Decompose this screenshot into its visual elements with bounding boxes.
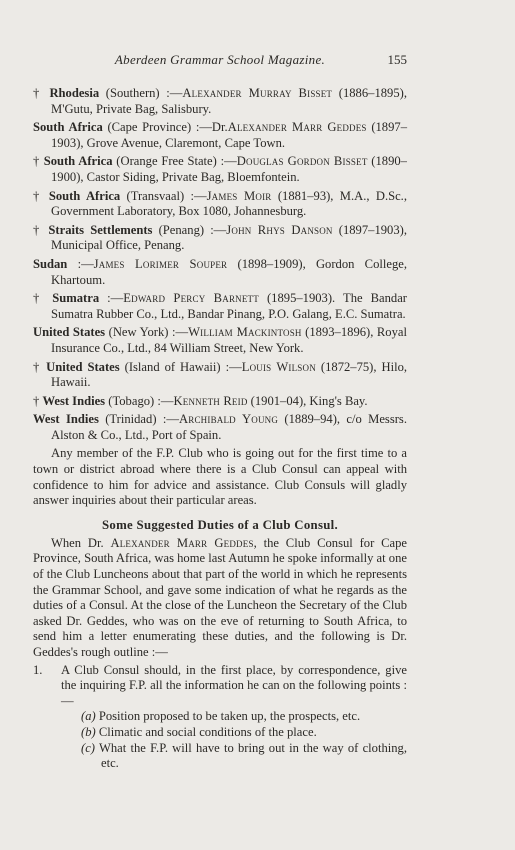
entry-separator: :— xyxy=(77,256,94,271)
entry-name: Archibald Young xyxy=(178,412,279,427)
entry-place: United States xyxy=(46,359,120,374)
dagger-marker: † xyxy=(33,154,40,169)
sub-point xyxy=(81,741,407,772)
section-paragraph xyxy=(33,536,407,661)
entry-name: Edward Percy Barnett xyxy=(123,291,259,306)
entry-separator: :— xyxy=(162,412,179,427)
entry-place: South Africa xyxy=(48,188,121,203)
entry-separator: :— xyxy=(172,325,189,340)
entry-place: United States xyxy=(33,325,106,340)
entry-details: (1898–1909), Gordon College, Khartoum. xyxy=(51,256,407,287)
sub-point-label: (c) xyxy=(81,740,95,755)
entry-details: (1889–94), c/o Messrs. Alston & Co., Ltd., Port of Spain. xyxy=(51,412,407,442)
consul-entry xyxy=(33,189,407,220)
consul-entry xyxy=(33,257,407,288)
item-text: A Club Consul should, in the first place, by correspondence, give the inquiring F.P. all the information he can on the following points :— xyxy=(61,662,407,708)
entry-separator: :— xyxy=(225,359,242,374)
entry-place: Sudan xyxy=(33,256,68,271)
consul-entry xyxy=(33,86,407,117)
consul-entry xyxy=(33,394,407,410)
duties-list xyxy=(33,663,407,772)
entry-separator: :—Dr. xyxy=(195,120,228,135)
entry-details: (1895–1903). The Bandar Sumatra Rubber Co., Ltd., Bandar Pinang, P.O. Galang, E.C. Sumatra. xyxy=(51,291,407,321)
entry-name: Alexander Murray Bisset xyxy=(182,86,333,100)
entry-separator: :— xyxy=(220,154,237,169)
entry-region: (Island of Hawaii) xyxy=(124,359,221,374)
magazine-title: Aberdeen Grammar School Magazine. xyxy=(114,52,326,67)
entry-place: West Indies xyxy=(33,412,99,427)
entry-region: (Transvaal) xyxy=(126,188,185,203)
entry-separator: :— xyxy=(166,86,183,100)
entry-separator: :— xyxy=(107,291,124,306)
entry-region: (Southern) xyxy=(105,86,160,100)
sub-point-text: Position proposed to be taken up, the prospects, etc. xyxy=(98,709,361,724)
consul-entry xyxy=(33,223,407,254)
entry-separator: :— xyxy=(210,222,227,237)
dagger-marker: † xyxy=(33,393,40,408)
consul-entry xyxy=(33,360,407,391)
entry-separator: :— xyxy=(190,188,207,203)
person-name: Alexander Marr Geddes xyxy=(110,535,254,550)
closing-paragraph: Any member of the F.P. Club who is going out for the first time to a town or district abroad where there is a Club Consul can appeal with confidence to him for advice and assistance. Club Consuls will gladly answer inquiries about their particular areas. xyxy=(33,446,407,508)
entry-details: (1897–1903), Municipal Office, Penang. xyxy=(51,222,407,253)
sub-point-text: Climatic and social conditions of the place. xyxy=(98,724,317,739)
entry-place: Sumatra xyxy=(52,291,100,306)
paragraph-lead: When Dr. xyxy=(51,535,104,550)
entry-name: James Moir xyxy=(206,188,272,203)
entry-name: Louis Wilson xyxy=(241,359,316,374)
entry-details: (1872–75), Hilo, Hawaii. xyxy=(51,359,408,390)
item-number: 1. xyxy=(33,662,43,677)
entry-place: South Africa xyxy=(43,154,113,169)
entry-region: (Cape Province) xyxy=(107,120,192,135)
entry-details: (1897–1903), Grove Avenue, Claremont, Cape Town. xyxy=(51,120,407,150)
dagger-marker: † xyxy=(33,359,42,374)
entry-place: Rhodesia xyxy=(49,86,100,100)
entry-name: William Mackintosh xyxy=(188,325,302,340)
entry-place: Straits Settlements xyxy=(48,222,153,237)
section-heading: Some Suggested Duties of a Club Consul. xyxy=(101,517,339,532)
entry-details: (1886–1895), M'Gutu, Private Bag, Salisbury. xyxy=(51,86,407,116)
dagger-marker: † xyxy=(33,86,43,100)
consul-entry xyxy=(33,154,407,185)
entry-region: (Penang) xyxy=(158,222,205,237)
entry-place: West Indies xyxy=(42,393,106,408)
entry-name: John Rhys Danson xyxy=(226,222,333,237)
consul-entry xyxy=(33,325,407,356)
entry-name: Douglas Gordon Bisset xyxy=(236,154,368,169)
entry-name: Alexander Marr Geddes xyxy=(227,120,367,135)
entry-region: (Orange Free State) xyxy=(116,154,217,169)
sub-points xyxy=(61,709,407,771)
duty-item xyxy=(33,663,407,772)
running-header xyxy=(33,52,407,72)
entry-details: (1890–1900), Castor Siding, Private Bag, Bloemfontein. xyxy=(51,154,407,184)
entry-name: Kenneth Reid xyxy=(173,393,248,408)
sub-point xyxy=(81,725,407,741)
consul-entry xyxy=(33,412,407,443)
sub-point-label: (b) xyxy=(81,724,96,739)
dagger-marker: † xyxy=(33,188,43,203)
dagger-marker: † xyxy=(33,222,43,237)
sub-point-text: What the F.P. will have to bring out in the way of clothing, etc. xyxy=(98,740,407,771)
entry-name: James Lorimer Souper xyxy=(93,256,228,271)
entry-region: (Tobago) xyxy=(108,393,155,408)
entry-details: (1881–93), M.A., D.Sc., Government Laboratory, Box 1080, Johannesburg. xyxy=(51,188,407,219)
entry-place: South Africa xyxy=(33,120,103,135)
entry-details: (1901–04), King's Bay. xyxy=(250,393,368,408)
entry-region: (Trinidad) xyxy=(105,412,157,427)
page-number: 155 xyxy=(387,52,407,67)
entry-separator: :— xyxy=(157,393,174,408)
entry-details: (1893–1896), Royal Insurance Co., Ltd., 84 William Street, New York. xyxy=(51,325,407,355)
paragraph-body: , the Club Consul for Cape Province, South Africa, was home last Autumn he spoke informally at one of the Club Luncheons about that part of the world in which he represents the Grammar School, and gave some indication of what he regards as the duties of a Consul. At the close of the Luncheon the Secretary of the Club asked Dr. Geddes, who was on the eve of returning to South Africa, to send him a letter enumerating these duties, and the following is Dr. Geddes's rough outline :— xyxy=(33,535,407,659)
consul-list xyxy=(33,86,407,443)
consul-entry xyxy=(33,291,407,322)
entry-region: (New York) xyxy=(108,325,169,340)
consul-entry xyxy=(33,120,407,151)
sub-point xyxy=(81,709,407,725)
sub-point-label: (a) xyxy=(81,709,96,724)
dagger-marker: † xyxy=(33,291,45,306)
